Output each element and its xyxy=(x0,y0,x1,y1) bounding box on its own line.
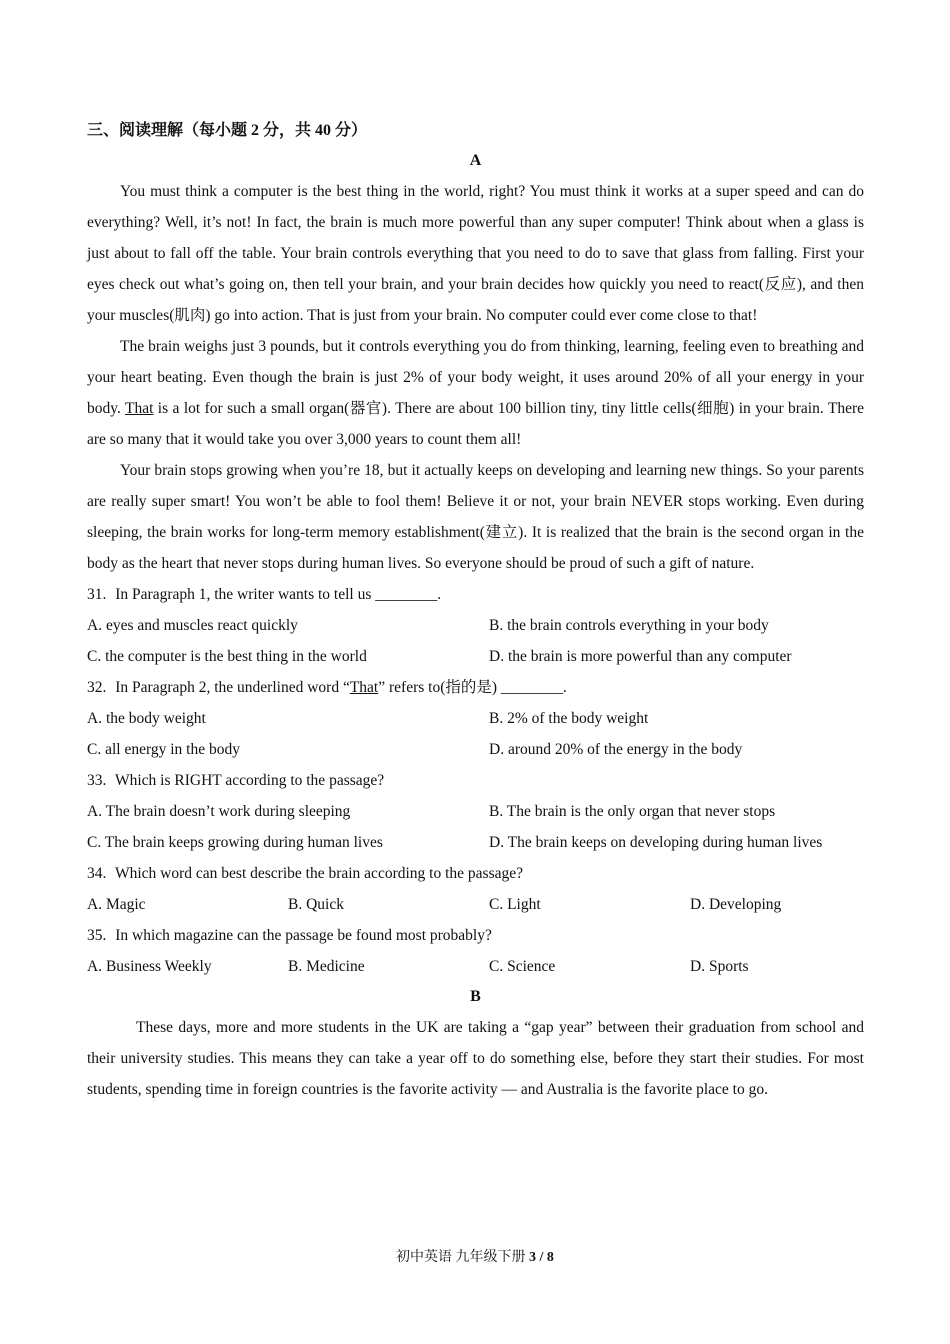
question-stem: Which is RIGHT according to the passage? xyxy=(114,772,385,789)
question-stem: Which word can best describe the brain according to the passage? xyxy=(114,865,523,882)
question-33-options-row-2 xyxy=(87,827,864,858)
option-d: D. The brain keeps on developing during human lives xyxy=(489,834,823,851)
option-c: C. the computer is the best thing in the world xyxy=(87,648,367,665)
question-number: 32. xyxy=(87,679,107,696)
question-33-options-row-1 xyxy=(87,796,864,827)
option-b: B. the brain controls everything in your body xyxy=(489,617,769,634)
question-stem: In Paragraph 1, the writer wants to tell us ________. xyxy=(115,586,442,603)
passage-a-paragraph-3: Your brain stops growing when you’re 18, but it actually keeps on developing and learning new things. So your parents are really super smart! You won’t be able to fool them! Believe it or not, your brain NEVER stops working. Even during sleeping, the brain works for long-term memory establishment(建立). It is realized that the brain is the second organ in the body as the heart that never stops during human lives. So everyone should be proud of such a gift of nature. xyxy=(87,462,864,572)
question-35-options xyxy=(87,951,864,982)
paragraph-text: is a lot for such a small organ(器官). There are about 100 billion tiny, tiny little cells(细胞) in your brain. There are so many that it would take you over 3,000 years to count them all! xyxy=(87,400,864,448)
option-a: A. the body weight xyxy=(87,710,206,727)
question-stem: In Paragraph 2, the underlined word “ xyxy=(115,679,350,696)
question-34-options xyxy=(87,889,864,920)
option-c: C. The brain keeps growing during human lives xyxy=(87,834,383,851)
question-32-options-row-2 xyxy=(87,734,864,765)
option-b: B. Medicine xyxy=(288,958,365,975)
passage-a-paragraph-2 xyxy=(87,331,864,455)
underlined-word: That xyxy=(125,400,154,417)
option-d: D. around 20% of the energy in the body xyxy=(489,741,743,758)
option-c: C. Science xyxy=(489,958,556,975)
option-b: B. Quick xyxy=(288,896,344,913)
question-31-options-row-2 xyxy=(87,641,864,672)
passage-a-title: A xyxy=(469,152,482,169)
paragraph-text: The brain weighs just 3 pounds, but it controls everything you do from thinking, learning, feeling even to breathing and your heart beating. Even though the brain is just 2% of your body weight, it uses around 20% of all your energy in your body. xyxy=(87,338,864,417)
option-d: D. the brain is more powerful than any computer xyxy=(489,648,792,665)
footer-label: 初中英语 九年级下册 xyxy=(396,1250,526,1265)
question-33 xyxy=(87,765,864,796)
option-b: B. The brain is the only organ that never stops xyxy=(489,803,776,820)
option-d: D. Developing xyxy=(690,896,782,913)
option-a: A. eyes and muscles react quickly xyxy=(87,617,298,634)
option-a: A. The brain doesn’t work during sleeping xyxy=(87,803,351,820)
question-number: 34. xyxy=(87,865,107,882)
question-31-options-row-1 xyxy=(87,610,864,641)
question-31 xyxy=(87,579,864,610)
question-stem: In which magazine can the passage be found most probably? xyxy=(115,927,492,944)
exam-page xyxy=(87,116,864,1105)
question-number: 33. xyxy=(87,772,107,789)
question-number: 35. xyxy=(87,927,107,944)
option-b: B. 2% of the body weight xyxy=(489,710,649,727)
passage-b-paragraph-1: These days, more and more students in the UK are taking a “gap year” between their graduation from school and their university studies. This means they can take a year off to do something else, before they start their studies. For most students, spending time in foreign countries is the favorite activity — and Australia is the favorite place to go. xyxy=(87,1019,864,1098)
option-a: A. Magic xyxy=(87,896,146,913)
passage-b-title: B xyxy=(470,988,481,1005)
section-title: 三、阅读理解（每小题 2 分，共 40 分） xyxy=(87,122,368,139)
option-c: C. Light xyxy=(489,896,541,913)
passage-a-paragraph-1: You must think a computer is the best thing in the world, right? You must think it works at a super speed and can do everything? Well, it’s not! In fact, the brain is much more powerful than any super computer! Think about when a glass is just about to fall off the table. Your brain controls everything that you need to do to save that glass from falling. First your eyes check out what’s going on, then tell your brain, and your brain decides how quickly you need to react(反应), and then your muscles(肌肉) go into action. That is just from your brain. No computer could ever come close to that! xyxy=(87,183,864,324)
question-34 xyxy=(87,858,864,889)
question-number: 31. xyxy=(87,586,107,603)
question-35 xyxy=(87,920,864,951)
question-32 xyxy=(87,672,864,703)
question-stem: ” refers to(指的是) ________. xyxy=(378,679,567,696)
option-c: C. all energy in the body xyxy=(87,741,240,758)
option-a: A. Business Weekly xyxy=(87,958,212,975)
underlined-word: That xyxy=(349,679,379,696)
page-number: 3 / 8 xyxy=(529,1250,554,1265)
page-footer xyxy=(0,1246,950,1266)
option-d: D. Sports xyxy=(690,958,749,975)
question-32-options-row-1 xyxy=(87,703,864,734)
